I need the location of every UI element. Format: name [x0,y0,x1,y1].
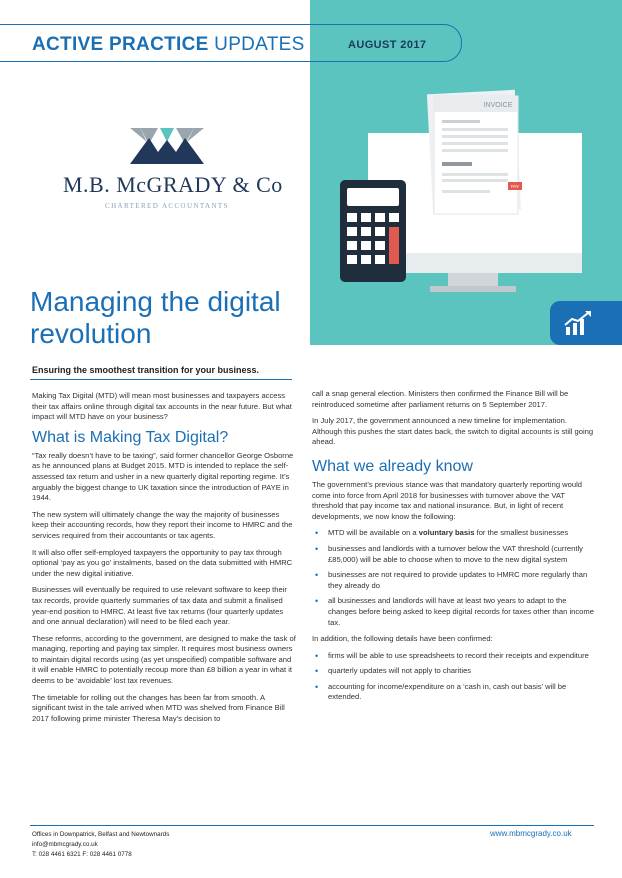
bullet-icon: • [315,528,319,539]
firm-subtitle: CHARTERED ACCOUNTANTS [105,202,229,210]
list-item-emphasis: voluntary basis [418,528,475,538]
paragraph: In addition, the following details have been confirmed: [312,634,493,644]
paragraph: The new system will ultimately change the way the majority of businesses keep their accounting records, how they report their income to HMRC and the services required from their accountants or tax agents. [32,509,293,540]
footer-contact [32,830,169,861]
footer-phone: T: 028 4461 6321 F: 028 4461 0778 [32,851,132,859]
section-heading-what-is-mtd: What is Making Tax Digital? [32,428,229,446]
list-item [312,682,594,703]
footer-website-link[interactable]: www.mbmcgrady.co.uk [490,829,572,838]
newsletter-title [32,34,305,56]
issue-date: AUGUST 2017 [348,39,427,51]
paragraph: The government’s previous stance was that mandatory quarterly reporting would come into force from April 2018 for businesses with turnover above the VAT threshold that pay income tax and national insurance. But, in light of recent developments, we now know the following: [312,479,583,521]
footer-divider [30,825,594,826]
article-intro: Making Tax Digital (MTD) will mean most businesses and taxpayers access their tax affairs online through digital tax accounts in the near future. But what impact will MTD have on your business? [32,391,292,422]
list-item-text: accounting for income/expenditure on a ‘cash in, cash out basis’ will be extended. [328,681,567,702]
list-item [312,528,594,539]
bullet-icon: • [315,570,319,581]
paragraph: “Tax really doesn’t have to be taxing”, said former chancellor George Osborne as he announced plans at Budget 2015. MTD is intended to replace the self-assessed tax return and usher in a new quarterly digital reporting regime. It’s arguably the biggest change to UK taxation since the introduction of PAYE in 1944. [32,450,294,503]
paragraph: In July 2017, the government announced a new timeline for implementation. Although this pushes the start dates back, the switch to digital accounts is still going ahead. [312,416,594,447]
newsletter-title-bold: ACTIVE PRACTICE [32,34,209,55]
known-facts-list [312,528,594,628]
list-item-text: quarterly updates will not apply to charities [328,666,472,676]
paragraph: Businesses will eventually be required to use relevant software to keep their tax records, provide quarterly summaries of tax data and submit a finalised year-end position to HMRC. At least five tax returns (four quarterly updates and one annual declaration) will need to be filed each year. [32,585,287,627]
firm-name: M.B. McGRADY & Co [63,172,283,197]
paragraph: It will also offer self-employed taxpayers the opportunity to pay tax through optional ‘pay as you go’ instalments, based on the data submitted with HMRC under the new digital initiative. [32,547,293,578]
list-item [312,570,594,591]
firm-logo-mark-icon [130,128,204,164]
bullet-icon: • [315,650,319,661]
article-subtitle: Ensuring the smoothest transition for your business. [32,365,260,375]
section-heading-what-we-know: What we already know [312,457,473,475]
invoice-label: INVOICE [483,102,513,109]
newsletter-title-light: UPDATES [214,34,305,55]
bullet-icon: • [315,681,319,692]
paragraph: The timetable for rolling out the changes has been far from smooth. A significant twist in the tale arrived when MTD was shelved from Finance Bill 2017 following prime minister Theresa May’s decision to [32,692,285,723]
list-item [312,666,594,677]
list-item-text: businesses are not required to provide updates to HMRC more regularly than they already do [328,570,588,590]
bullet-icon: • [315,543,319,554]
paragraph: call a snap general election. Ministers then confirmed the Finance Bill will be reintroduced sometime after parliament returns on 5 September 2017. [312,389,569,409]
paragraph: These reforms, according to the government, are designed to make the task of managing, reporting and paying tax simpler. It requires most business owners to maintain digital records using (as yet unspecified) compatible software and it will enable HMRC to potentially recoup more than £8 billion a year in what it deems to be ‘avoidable’ lost tax revenues. [32,633,296,686]
chart-badge [550,301,622,345]
computer-invoice-calculator-icon [338,78,588,300]
footer-offices: Offices in Downpatrick, Belfast and Newtownards [32,831,170,838]
bullet-icon: • [315,596,319,607]
footer-email[interactable]: info@mbmcgrady.co.uk [32,841,98,849]
list-item-text: MTD will be available on a [328,528,419,538]
confirmed-details-list [312,651,594,703]
list-item [312,651,594,662]
list-item-text: for the smallest businesses [474,528,569,538]
subtitle-divider [30,379,292,380]
list-item-text: all businesses and landlords will have at least two years to adapt to the changes before being asked to keep digital records for taxes other than income tax. [328,596,594,627]
growth-chart-icon [550,301,622,345]
list-item-text: firms will be able to use spreadsheets to record their receipts and expenditure [328,650,589,660]
list-item [312,596,594,628]
article-left-column [32,391,297,730]
list-item-text: businesses and landlords with a turnover below the VAT threshold (currently £85,000) will be able to choose when to move to the new digital system [328,543,583,564]
article-right-column [312,389,594,709]
article-title: Managing the digital revolution [30,286,281,349]
list-item [312,544,594,565]
pay-stamp: PAY [510,184,520,189]
bullet-icon: • [315,666,319,677]
